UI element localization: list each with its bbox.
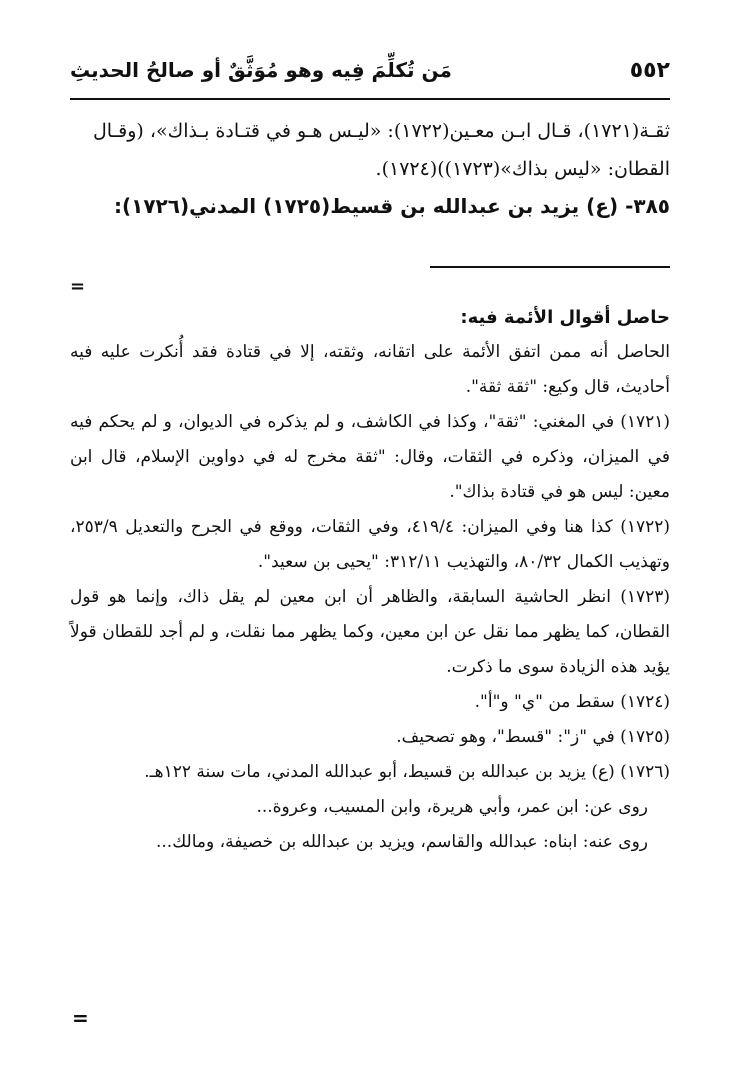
- main-line: ثقـة(١٧٢١)، قـال ابـن معـين(١٧٢٢): «ليـس هـو في قتـادة بـذاك»، (وقـال: [92, 120, 670, 142]
- header-rule: [70, 98, 670, 100]
- footnote-paragraph: (١٧٢٢) كذا هنا وفي الميزان: ٤١٩/٤، وفي الثقات، ووقع في الجرح والتعديل ٢٥٣/٩، وتهذيب الكمال ٨٠/٣٢، والتهذيب ٣١٢/١١: "يحيى بن سعيد".: [70, 517, 670, 572]
- footnotes: [70, 300, 670, 860]
- running-title: مَن تُكلِّمَ فِيه وهو مُوَثَّقٌ أو صالحُ الحديثِ: [70, 58, 452, 82]
- page-header: [70, 58, 670, 98]
- separator-line: [430, 266, 670, 268]
- footnote-heading: حاصل أقوال الأئمة فيه:: [460, 307, 670, 328]
- footnote-paragraph: (١٧٢٥) في "ز": "قسط"، وهو تصحيف.: [396, 727, 670, 747]
- footnote-paragraph: (١٧٢٣) انظر الحاشية السابقة، والظاهر أن ابن معين لم يقل ذاك، وإنما هو قول القطان، كما يظهر مما نقل عن ابن معين، وكما يظهر مما نقلت، و لم أجد للقطان قولاً يؤيد هذه الزيادة سوى ما ذكرت.: [70, 587, 670, 677]
- bottom-continuation-mark: =: [72, 1006, 89, 1030]
- continuation-mark: =: [70, 276, 86, 297]
- footnote-indented-line: روى عن: ابن عمر، وأبي هريرة، وابن المسيب، وعروة...: [256, 797, 648, 817]
- main-text: [70, 112, 670, 224]
- page: [70, 58, 670, 860]
- entry-heading: ٣٨٥- (ع) يزيد بن عبدالله بن قسيط(١٧٢٥) المدني(١٧٢٦):: [113, 194, 670, 218]
- footnote-indented-line: روى عنه: ابناه: عبدالله والقاسم، ويزيد بن عبدالله بن خصيفة، ومالك...: [155, 832, 648, 852]
- page-number: ٥٥٢: [629, 58, 670, 83]
- footnote-paragraph: (١٧٢١) في المغني: "ثقة"، وكذا في الكاشف، و لم يذكره في الديوان، و لم يحكم فيه في الميزان، وذكره في الثقات، وقال: "ثقة مخرج له في دواوين الإسلام، قال ابن معين: ليس هو في قتادة بذاك".: [70, 412, 670, 502]
- footnote-paragraph: (١٧٢٤) سقط من "ي" و"أ".: [474, 692, 670, 712]
- footnote-separator: [70, 266, 670, 278]
- main-line: القطان: «ليس بذاك»(١٧٢٣))(١٧٢٤).: [375, 158, 670, 180]
- footnote-paragraph: الحاصل أنه ممن اتفق الأئمة على اتقانه، وثقته، إلا في قتادة فقد أُنكرت عليه فيه أحاديث، قال وكيع: "ثقة ثقة".: [70, 342, 670, 397]
- footnote-paragraph: (١٧٢٦) (ع) يزيد بن عبدالله بن قسيط، أبو عبدالله المدني، مات سنة ١٢٢هـ.: [144, 762, 670, 782]
